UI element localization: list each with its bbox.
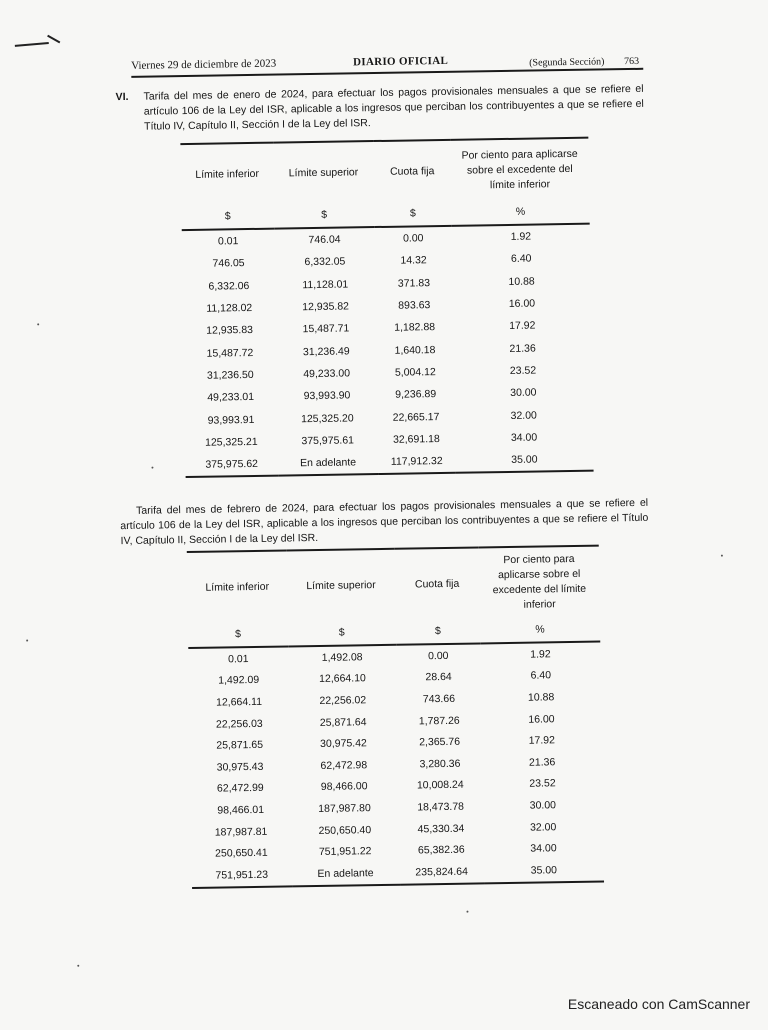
table-cell: 375,975.61 bbox=[301, 434, 355, 448]
unit-label: $ bbox=[274, 202, 375, 229]
table-cell: 235,824.64 bbox=[415, 865, 469, 879]
col-header-limite-inferior: Límite inferior bbox=[205, 580, 270, 594]
table-cell: 1,492.09 bbox=[218, 674, 260, 687]
table-cell: 1,787.26 bbox=[418, 714, 460, 727]
scan-mark bbox=[47, 35, 60, 44]
table-cell: 1,182.88 bbox=[394, 321, 436, 335]
table-cell: 21.36 bbox=[528, 756, 556, 769]
table-cell: 125,325.21 bbox=[204, 435, 258, 449]
scan-speck bbox=[77, 965, 79, 967]
table-cell: 25,871.65 bbox=[216, 739, 264, 752]
table-cell: 12,664.11 bbox=[215, 695, 263, 709]
table-cell: 751,951.23 bbox=[215, 868, 269, 882]
header-date: Viernes 29 de diciembre de 2023 bbox=[131, 57, 277, 72]
table-cell: 5,004.12 bbox=[394, 366, 436, 379]
table-cell: 751,951.22 bbox=[318, 845, 372, 859]
table-cell: 893.63 bbox=[398, 299, 431, 312]
table-cell: 3,280.36 bbox=[419, 757, 461, 771]
table-cell: 9,236.89 bbox=[395, 388, 437, 401]
table-cell: 0.00 bbox=[427, 649, 449, 663]
table-cell: 28.64 bbox=[425, 671, 452, 684]
table-cell: 15,487.72 bbox=[206, 346, 254, 360]
scan-mark bbox=[15, 42, 49, 47]
table-cell: 18,473.78 bbox=[417, 800, 465, 814]
scan-speck bbox=[721, 555, 723, 557]
table-cell: 15,487.71 bbox=[302, 322, 350, 336]
table-cell: 2,365.76 bbox=[419, 735, 461, 749]
table-cell: 6.40 bbox=[530, 669, 552, 683]
col-header-limite-superior: Límite superior bbox=[306, 579, 376, 593]
table-cell: 11,128.02 bbox=[206, 302, 253, 315]
col-header-por-ciento: Por ciento para aplicarse sobre el excedente del límite inferior bbox=[461, 147, 578, 191]
unit-label: % bbox=[480, 617, 600, 644]
table-cell: 746.04 bbox=[308, 233, 341, 247]
table-cell: 117,912.32 bbox=[390, 455, 443, 468]
table-cell: 0.01 bbox=[228, 652, 249, 666]
unit-label: $ bbox=[188, 621, 288, 648]
table-cell: 16.00 bbox=[528, 712, 555, 726]
table-cell: 93,993.90 bbox=[303, 389, 351, 403]
unit-label: $ bbox=[395, 618, 480, 644]
table-cell: En adelante bbox=[299, 456, 357, 470]
header-publication: DIARIO OFICIAL bbox=[353, 54, 449, 69]
tarifa-enero-table bbox=[180, 137, 593, 479]
unit-label: $ bbox=[374, 201, 452, 227]
col-header-cuota-fija: Cuota fija bbox=[414, 577, 460, 591]
table-cell: 375,975.62 bbox=[205, 458, 259, 471]
table-cell: 1,640.18 bbox=[394, 343, 436, 357]
header-page-number: 763 bbox=[624, 55, 640, 68]
section-number: VI. bbox=[115, 90, 129, 104]
table-cell: 22,256.02 bbox=[319, 694, 367, 707]
table-cell: En adelante bbox=[317, 866, 374, 880]
scan-speck bbox=[26, 640, 28, 642]
table-cell: 23.52 bbox=[509, 364, 537, 377]
table-cell: 12,935.83 bbox=[206, 324, 254, 338]
table-cell: 30.00 bbox=[529, 799, 557, 812]
scan-speck bbox=[151, 467, 153, 469]
table-cell: 187,987.80 bbox=[318, 802, 371, 815]
table-cell: 30,975.42 bbox=[320, 737, 367, 751]
col-header-cuota-fija: Cuota fija bbox=[389, 165, 435, 178]
scan-speck bbox=[37, 323, 39, 325]
col-header-limite-superior: Límite superior bbox=[288, 166, 359, 180]
table-body bbox=[188, 642, 604, 888]
table-cell: 14.32 bbox=[400, 254, 427, 268]
table-cell: 25,871.64 bbox=[319, 715, 367, 729]
table-cell: 30.00 bbox=[510, 386, 537, 400]
table-cell: 49,233.00 bbox=[303, 367, 351, 381]
table-row bbox=[185, 448, 593, 478]
table-cell: 17.92 bbox=[528, 734, 556, 747]
table-cell: 49,233.01 bbox=[207, 391, 255, 404]
col-header-limite-inferior: Límite inferior bbox=[195, 167, 260, 181]
table-cell: 35.00 bbox=[511, 453, 538, 467]
table-cell: 62,472.98 bbox=[320, 759, 368, 772]
table-cell: 1,492.08 bbox=[321, 651, 363, 664]
unit-label: % bbox=[451, 199, 589, 226]
table-cell: 10.88 bbox=[527, 691, 555, 704]
table-cell: 31,236.50 bbox=[206, 368, 254, 382]
table-cell: 12,935.82 bbox=[302, 300, 350, 314]
unit-label: $ bbox=[181, 204, 274, 230]
tarifa-febrero-table bbox=[187, 545, 604, 889]
table-cell: 62,472.99 bbox=[216, 782, 264, 795]
table-cell: 98,466.00 bbox=[320, 780, 368, 794]
table-cell: 22,665.17 bbox=[392, 410, 440, 424]
table-cell: 16.00 bbox=[508, 297, 536, 310]
table-cell: 30,975.43 bbox=[216, 760, 264, 774]
scan-speck bbox=[466, 911, 468, 913]
table-body bbox=[182, 224, 594, 478]
table-cell: 0.01 bbox=[217, 235, 239, 248]
table-cell: 6.40 bbox=[510, 253, 532, 266]
table-cell: 371.83 bbox=[397, 276, 431, 290]
table-cell: 1.92 bbox=[530, 648, 551, 661]
table-cell: 23.52 bbox=[529, 777, 556, 791]
col-header-por-ciento: Por ciento para aplicarse sobre el excedente del límite inferior bbox=[492, 552, 587, 611]
table-cell: 21.36 bbox=[509, 342, 536, 355]
table-cell: 35.00 bbox=[530, 864, 558, 877]
unit-label: $ bbox=[288, 620, 396, 647]
table-cell: 65,382.36 bbox=[417, 843, 465, 857]
table-cell: 6,332.05 bbox=[304, 255, 346, 269]
table-cell: 0.00 bbox=[402, 232, 424, 245]
table-cell: 6,332.06 bbox=[208, 279, 250, 293]
table-cell: 34.00 bbox=[530, 842, 557, 855]
table-cell: 125,325.20 bbox=[300, 411, 354, 425]
table-cell: 17.92 bbox=[509, 319, 536, 333]
table-cell: 1.92 bbox=[510, 230, 532, 244]
table-cell: 10.88 bbox=[508, 275, 535, 288]
section-vi-intro: Tarifa del mes de enero de 2024, para efectuar los pagos provisionales mensuales a que se refiere el artículo 106 de la Ley del ISR, aplicable a los ingresos que perciban los contribuyentes a que se refiere el Título IV, Capítulo II, Sección I de la Ley del ISR. bbox=[143, 82, 644, 133]
scanner-watermark: Escaneado con CamScanner bbox=[567, 996, 750, 1012]
table-cell: 11,128.01 bbox=[302, 278, 349, 291]
table-cell: 32,691.18 bbox=[392, 432, 440, 446]
table-cell: 250,650.40 bbox=[318, 823, 372, 837]
table-cell: 10,008.24 bbox=[416, 779, 464, 792]
section-vi-paragraph bbox=[115, 82, 645, 135]
table-cell: 743.66 bbox=[422, 692, 456, 706]
header-section: (Segunda Sección) bbox=[529, 56, 605, 69]
table-cell: 22,256.03 bbox=[215, 717, 263, 731]
table-cell: 12,664.10 bbox=[319, 672, 366, 686]
table-cell: 32.00 bbox=[510, 409, 537, 422]
table-cell: 250,650.41 bbox=[215, 846, 268, 860]
table-cell: 746.05 bbox=[212, 257, 245, 271]
table-cell: 93,993.91 bbox=[207, 413, 255, 427]
febrero-paragraph: Tarifa del mes de febrero de 2024, para efectuar los pagos provisionales mensuales a que se refiere el artículo 106 de la Ley del ISR, aplicable a los ingresos que perciban los contribuyentes a que se refiere el Título IV, Capítulo II, Sección I de la Ley del ISR. bbox=[120, 496, 649, 548]
table-cell: 45,330.34 bbox=[417, 822, 465, 835]
table-cell: 32.00 bbox=[529, 820, 557, 834]
table-cell: 31,236.49 bbox=[302, 345, 350, 358]
table-cell: 98,466.01 bbox=[217, 803, 265, 817]
table-cell: 187,987.81 bbox=[214, 825, 268, 839]
table-cell: 34.00 bbox=[510, 431, 538, 444]
